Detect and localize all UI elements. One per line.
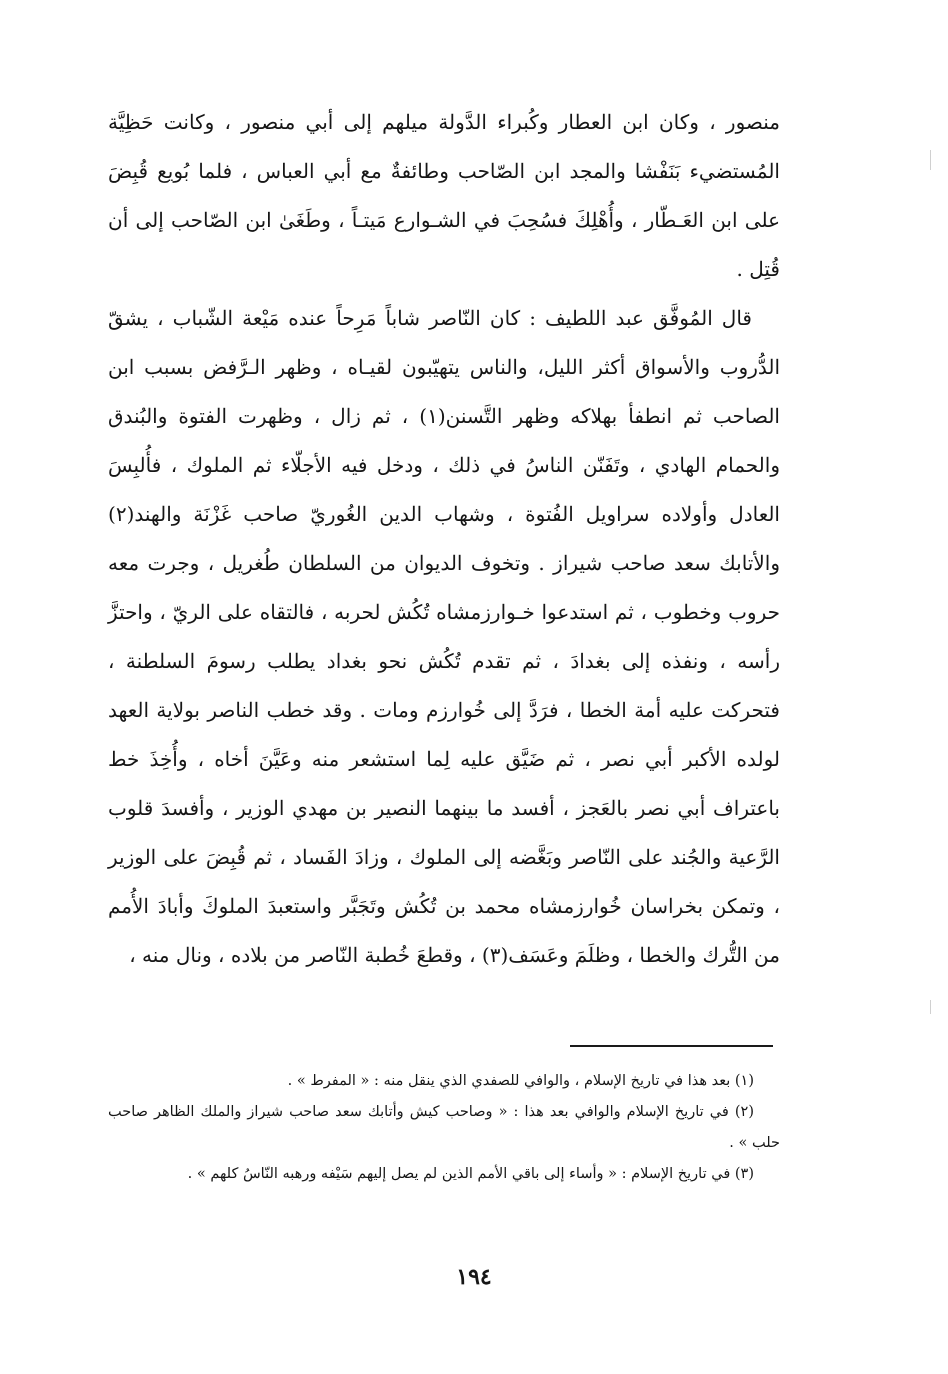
footnote-2: (٢) في تاريخ الإسلام والوافي بعد هذا : « وصاحب كيش وأتابك سعد صاحب شيراز والملك الظاهر صاحب حلب » . xyxy=(108,1104,780,1151)
scan-edge-mark xyxy=(930,1000,931,1014)
paragraph-1: منصور ، وكان ابن العطار وكُبراء الدَّولة ميلهم إلى أبي منصور ، وكانت حَظِيَّة المُستضيء بَنَفْشا والمجد ابن الصّاحب وطائفةٌ مع أبي العباس ، فلما بُويع قُبِضَ على ابن العَـطّار ، وأُهْلِكَ فسُحِبَ في الشـوارع مَيتـاً ، وطَغَىٰ ابن الصّاحب إلى أن قُتِل . xyxy=(108,110,780,281)
footnotes xyxy=(108,1066,780,1190)
footnote-1: (١) بعد هذا في تاريخ الإسلام ، والوافي للصفدي الذي ينقل منه : « المفرط » . xyxy=(287,1073,754,1089)
paragraph-2: قال المُوفَّق عبد اللطيف : كان النّاصر شاباً مَرِحاً عنده مَيْعة الشّباب ، يشقّ الدُّروب والأسواق أكثر الليل، والناس يتهيّبون لقيـاه ، وظهر الـرَّفض بسبب ابن الصاحب ثم انطفأ بهلاكه وظهر التَّسنن(١) ، ثم زال ، وظهرت الفتوة والبُندق والحمام الهادي ، وتَفَنّن الناسُ في ذلك ، ودخل فيه الأجلّاء ثم الملوك ، فأُلبِسَ العادل وأولاده سراويل الفُتوة ، وشهاب الدين الغُوريّ صاحب غَزْنَة والهند(٢) والأتابك سعد صاحب شيراز . وتخوف الديوان من السلطان طُغريل ، وجرت معه حروب وخطوب ، ثم استدعوا خـوارزمشاه تُكُش لحربه ، فالتقاه على الريّ ، واحتزَّ رأسه ، ونفذه إلى بغدادَ ، ثم تقدم تُكُش نحو بغداد يطلب رسومَ السلطنة ، فتحركت عليه أمة الخطا ، فرَدَّ إلى خُوارزم ومات . وقد خطب الناصر بولاية العهد لولده الأكبر أبي نصر ، ثم ضَيَّق عليه لِما استشعر منه وعَيَّنَ أخاه ، وأُخِذَ خط باعتراف أبي نصر بالعَجز ، أفسد ما بينهما النصير بن مهدي الوزير ، وأفسدَ قلوب الرَّعية والجُند على النّاصر وبَغَّضه إلى الملوك ، وزادَ الفَساد ، ثم قُبِضَ على الوزير ، وتمكن بخراسان خُوارزمشاه محمد بن تُكُش وتَجَبَّر واستعبدَ الملوكَ وأبادَ الأُمم من التُّرك والخطا ، وظلَمَ وعَسَف(٣) ، وقطعَ خُطبة النّاصر من بلاده ، ونال منه ، xyxy=(108,306,780,967)
main-text xyxy=(108,98,780,980)
scan-edge-mark xyxy=(930,150,931,170)
footnote-3: (٣) في تاريخ الإسلام : « وأساء إلى باقي الأمم الذين لم يصل إليهم سَيْفه ورهبه النّاسُ كلهم » . xyxy=(187,1166,754,1182)
page-number: ١٩٤ xyxy=(456,1264,492,1290)
footnote-separator xyxy=(570,1045,773,1047)
